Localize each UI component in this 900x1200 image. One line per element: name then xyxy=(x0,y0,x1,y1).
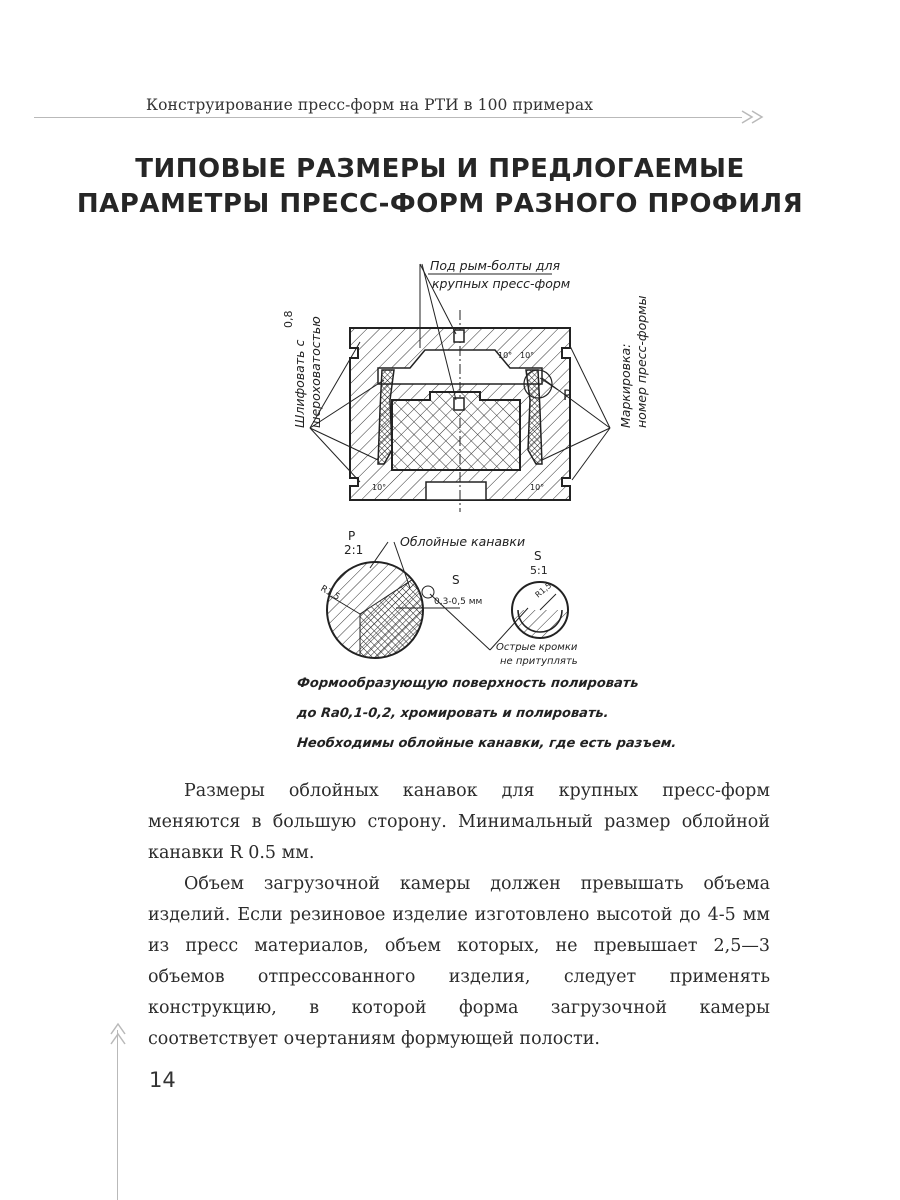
angle-label-2: 10° xyxy=(520,351,535,360)
detail-s-scale: 5:1 xyxy=(530,564,548,577)
roughness-value: 0,8 xyxy=(282,310,295,328)
angle-label-4: 10° xyxy=(530,483,545,492)
detail-p-label: P xyxy=(348,529,356,543)
page-number: 14 xyxy=(149,1068,176,1092)
gap-dimension: 0,3-0,5 мм xyxy=(434,597,483,607)
detail-s-radius: R1,5 xyxy=(533,580,554,600)
sharp-edges-line2: не притуплять xyxy=(500,656,578,667)
eyebolt-note-line1: Под рым-болты для xyxy=(430,258,561,273)
side-rule xyxy=(117,1030,118,1200)
title-line-1: ТИПОВЫЕ РАЗМЕРЫ И ПРЕДЛОГАЕМЫЕ xyxy=(135,154,745,184)
page-title xyxy=(60,152,820,222)
detail-views-drawing xyxy=(300,528,610,676)
flash-grooves-note: Облойные канавки xyxy=(400,534,526,549)
detail-callout-p: P xyxy=(563,388,572,404)
double-chevron-right-icon xyxy=(740,109,772,125)
grind-note-line1: Шлифовать с xyxy=(292,339,307,428)
marking-note-line1: Маркировка: xyxy=(618,343,633,428)
mold-cross-section-drawing xyxy=(280,250,660,525)
detail-s-label: S xyxy=(534,549,542,563)
detail-p-radius: R1,5 xyxy=(318,583,342,603)
double-chevron-up-icon xyxy=(109,1022,127,1052)
body-text xyxy=(148,776,770,1055)
body-paragraph-1: Размеры облойных канавок для крупных пресс-форм меняются в большую сторону. Минимальный размер облойной канавки R 0.5 мм. xyxy=(148,781,770,863)
running-header: Конструирование пресс-форм на РТИ в 100 примерах xyxy=(146,96,594,114)
eyebolt-note-line2: крупных пресс-форм xyxy=(432,276,571,291)
detail-p-scale: 2:1 xyxy=(344,543,364,557)
angle-label-3: 10° xyxy=(372,483,387,492)
drawing-note-1: Формообразующую поверхность полировать xyxy=(296,676,640,691)
marking-note-line2: номер пресс-формы xyxy=(634,295,649,428)
body-paragraph-2: Объем загрузочной камеры должен превышать объема изделий. Если резиновое изделие изготовлено высотой до 4-5 мм из пресс материалов, объем которых, не превышает 2,5—3 объемов отпрессованного изделия, следует применять конструкцию, в которой форма загрузочной камеры соответствует очертаниям формующей полости. xyxy=(148,874,770,1049)
angle-label-1: 10° xyxy=(498,351,513,360)
sharp-edges-line1: Острые кромки xyxy=(496,642,578,653)
drawing-note-3: Необходимы облойные канавки, где есть разъем. xyxy=(296,736,678,751)
title-line-2: ПАРАМЕТРЫ ПРЕСС-ФОРМ РАЗНОГО ПРОФИЛЯ xyxy=(76,189,804,219)
callout-s: S xyxy=(452,573,460,587)
drawing-note-2: до Ra0,1-0,2, хромировать и полировать. xyxy=(296,706,610,721)
grind-note-line2: шероховатостью xyxy=(308,316,323,428)
header-rule xyxy=(34,117,742,118)
